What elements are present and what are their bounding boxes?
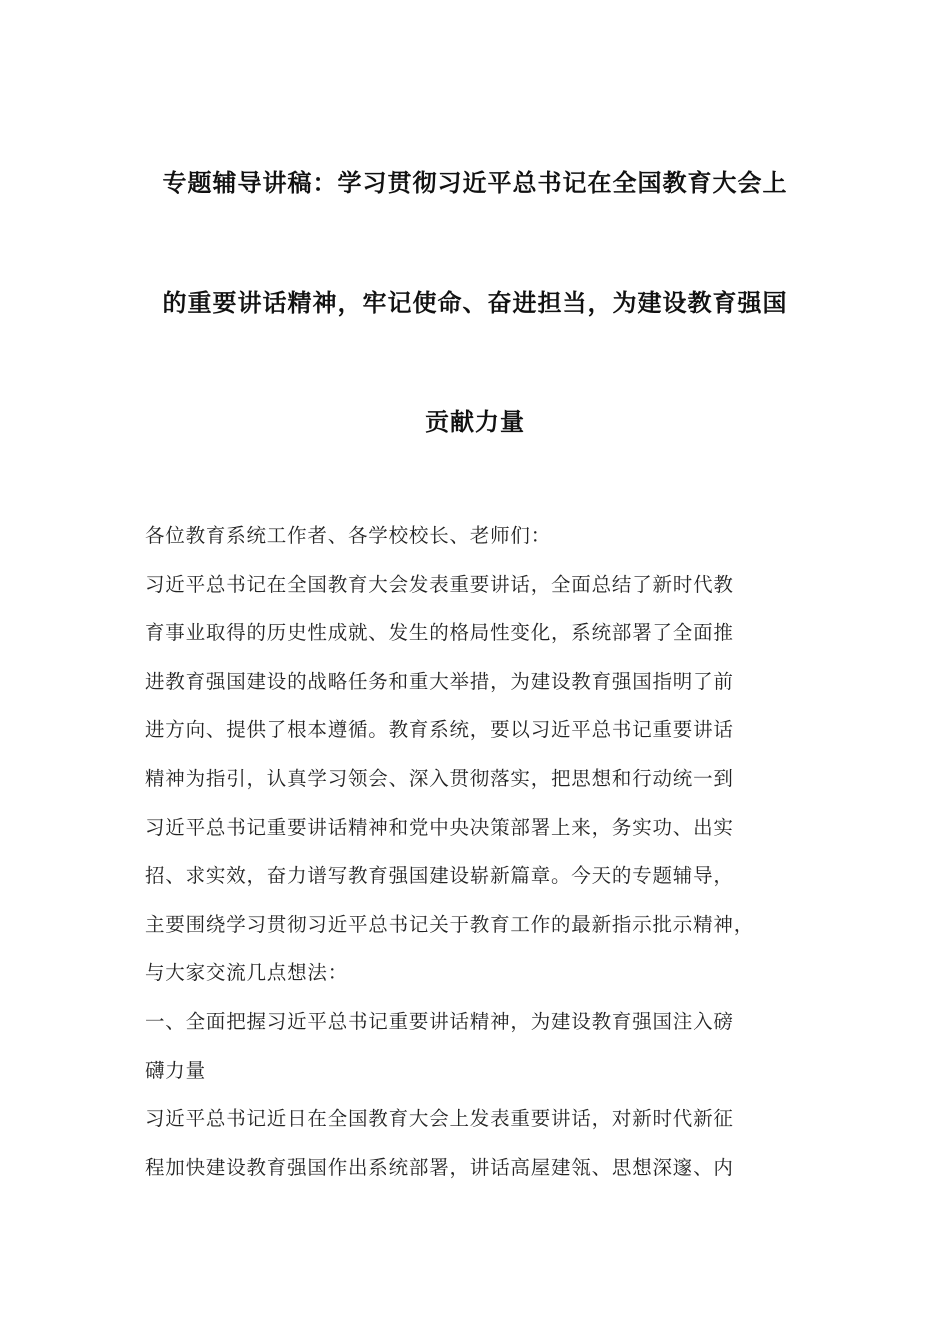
paragraph-line: 习近平总书记重要讲话精神和党中央决策部署上来，务实功、出实 <box>145 815 734 839</box>
title-line-1: 专题辅导讲稿：学习贯彻习近平总书记在全国教育大会上 <box>162 169 788 197</box>
title-line-3: 贡献力量 <box>425 408 525 436</box>
paragraph-line: 与大家交流几点想法： <box>145 961 349 985</box>
paragraph-line: 进方向、提供了根本遵循。教育系统，要以习近平总书记重要讲话 <box>145 718 734 742</box>
paragraph-line: 进教育强国建设的战略任务和重大举措，为建设教育强国指明了前 <box>145 669 734 693</box>
paragraph-line: 育事业取得的历史性成就、发生的格局性变化，系统部署了全面推 <box>145 621 734 645</box>
paragraph-line: 程加快建设教育强国作出系统部署，讲话高屋建瓴、思想深邃、内 <box>145 1155 734 1179</box>
paragraph-line: 招、求实效，奋力谱写教育强国建设崭新篇章。今天的专题辅导， <box>145 864 734 888</box>
paragraph-line: 习近平总书记近日在全国教育大会上发表重要讲话，对新时代新征 <box>145 1107 734 1131</box>
paragraph-line: 习近平总书记在全国教育大会发表重要讲话，全面总结了新时代教 <box>145 572 734 596</box>
salutation: 各位教育系统工作者、各学校校长、老师们： <box>145 524 552 547</box>
section-heading: 一、全面把握习近平总书记重要讲话精神，为建设教育强国注入磅 <box>145 1009 734 1033</box>
body-text <box>145 519 835 1199</box>
title-line-2: 的重要讲话精神，牢记使命、奋进担当，为建设教育强国 <box>162 289 788 317</box>
paragraph-line: 精神为指引，认真学习领会、深入贯彻落实，把思想和行动统一到 <box>145 766 734 790</box>
paragraph-line: 主要围绕学习贯彻习近平总书记关于教育工作的最新指示批示精神， <box>145 912 755 936</box>
section-heading: 礴力量 <box>145 1058 206 1082</box>
